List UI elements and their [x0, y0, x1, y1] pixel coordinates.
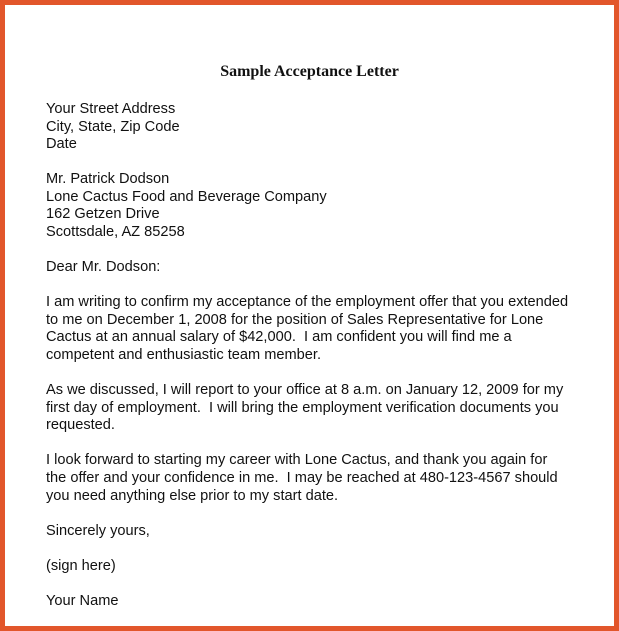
paragraph-line: first day of employment. I will bring the employment verification documents you — [46, 399, 559, 416]
paragraph-line: Cactus at an annual salary of $42,000. I am confident you will find me a — [46, 329, 512, 346]
sender-city-state-zip: City, State, Zip Code — [46, 118, 180, 135]
closing-text: Sincerely yours, — [46, 522, 150, 539]
paragraph-line: competent and enthusiastic team member. — [46, 347, 321, 364]
paragraph-line: requested. — [46, 417, 115, 434]
salutation — [46, 259, 606, 277]
signer — [46, 593, 606, 611]
letter-body — [46, 101, 606, 628]
paragraph-line: As we discussed, I will report to your office at 8 a.m. on January 12, 2009 for my — [46, 382, 564, 399]
recipient-city-state-zip: Scottsdale, AZ 85258 — [46, 224, 185, 241]
paragraph-line: the offer and your confidence in me. I may be reached at 480-123-4567 should — [46, 470, 558, 486]
sender-address — [46, 101, 606, 154]
paragraph-line: I look forward to starting my career with Lone Cactus, and thank you again for — [46, 452, 548, 469]
signature-placeholder: (sign here) — [46, 557, 116, 574]
letter-title: Sample Acceptance Letter — [220, 63, 399, 80]
letter-date: Date — [46, 136, 77, 153]
signer-name: Your Name — [46, 592, 119, 609]
paragraph-3 — [46, 452, 606, 505]
paragraph-line: I am writing to confirm my acceptance of the employment offer that you extended — [46, 294, 569, 311]
paragraph-line: you need anything else prior to my start date. — [46, 487, 339, 504]
recipient-company: Lone Cactus Food and Beverage Company — [46, 188, 327, 205]
closing — [46, 523, 606, 541]
salutation-text: Dear Mr. Dodson: — [46, 259, 161, 276]
signature-area — [46, 558, 606, 576]
sender-street: Your Street Address — [46, 101, 176, 117]
recipient-address — [46, 171, 606, 241]
paragraph-1 — [46, 294, 606, 364]
recipient-name: Mr. Patrick Dodson — [46, 171, 170, 188]
paragraph-line: to me on December 1, 2008 for the position of Sales Representative for Lone — [46, 311, 544, 328]
recipient-street: 162 Getzen Drive — [46, 206, 160, 223]
paragraph-2 — [46, 382, 606, 435]
